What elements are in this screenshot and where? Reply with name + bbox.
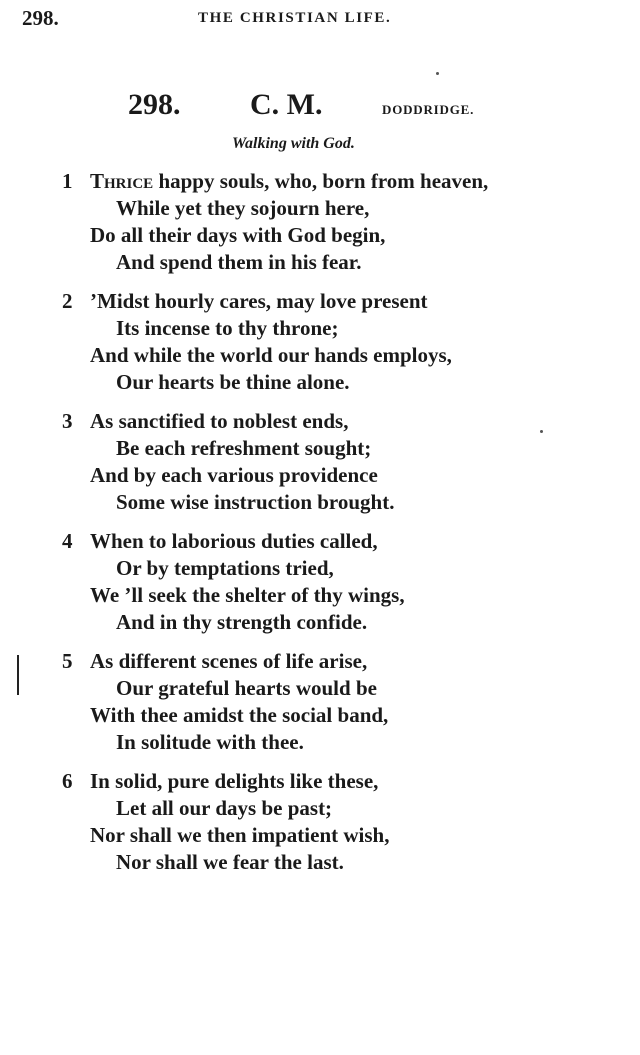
verse-6 <box>0 768 640 876</box>
verse-line: And spend them in his fear. <box>116 250 362 274</box>
verse-line: Or by temptations tried, <box>116 556 334 580</box>
hymn-author: DODDRIDGE. <box>382 102 475 117</box>
verse-2 <box>0 288 640 396</box>
verse-line: And in thy strength confide. <box>116 610 368 634</box>
verse-line: Do all their days with God begin, <box>90 223 386 247</box>
verse-line: As different scenes of life arise, <box>90 649 368 673</box>
verse-line: While yet they sojourn here, <box>116 196 370 220</box>
verse-line: And by each various providence <box>90 463 378 487</box>
hymn-title: Walking with God. <box>232 135 355 152</box>
page-number: 298. <box>22 6 59 30</box>
verse-line: With thee amidst the social band, <box>90 703 389 727</box>
verse-number: 1 <box>62 169 73 193</box>
verse-line: ’Midst hourly cares, may love present <box>90 289 428 313</box>
verse-line: We ’ll seek the shelter of thy wings, <box>90 583 405 607</box>
running-title: THE CHRISTIAN LIFE. <box>198 10 392 26</box>
verse-line: Our hearts be thine alone. <box>116 370 350 394</box>
verse-number: 5 <box>62 649 73 673</box>
verse-line: Nor shall we fear the last. <box>116 850 344 874</box>
hymn-number: 298. <box>128 88 181 121</box>
verse-number: 6 <box>62 769 73 793</box>
verse-3 <box>0 408 640 516</box>
verse-line <box>0 168 640 195</box>
verse-line: Nor shall we then impatient wish, <box>90 823 390 847</box>
verse-number: 2 <box>62 289 73 313</box>
hymn-verses <box>0 168 640 888</box>
hymn-meter: C. M. <box>250 88 323 121</box>
running-head <box>0 6 640 36</box>
verse-line: As sanctified to noblest ends, <box>90 409 349 433</box>
print-speck <box>436 72 439 75</box>
verse-first-word: Thrice <box>90 169 154 193</box>
verse-line: In solitude with thee. <box>116 730 304 754</box>
verse-5 <box>0 648 640 756</box>
verse-line: In solid, pure delights like these, <box>90 769 379 793</box>
verse-number: 3 <box>62 409 73 433</box>
verse-line: Some wise instruction brought. <box>116 490 395 514</box>
margin-mark <box>17 655 19 695</box>
verse-1 <box>0 168 640 276</box>
print-speck <box>540 430 543 433</box>
verse-line: Let all our days be past; <box>116 796 333 820</box>
verse-line: And while the world our hands employs, <box>90 343 452 367</box>
verse-first-line: happy souls, who, born from heaven, <box>153 169 489 193</box>
verse-line: When to laborious duties called, <box>90 529 378 553</box>
verse-number: 4 <box>62 529 73 553</box>
hymn-heading <box>0 88 640 128</box>
verse-line: Be each refreshment sought; <box>116 436 372 460</box>
verse-4 <box>0 528 640 636</box>
verse-line: Its incense to thy throne; <box>116 316 339 340</box>
verse-line: Our grateful hearts would be <box>116 676 377 700</box>
